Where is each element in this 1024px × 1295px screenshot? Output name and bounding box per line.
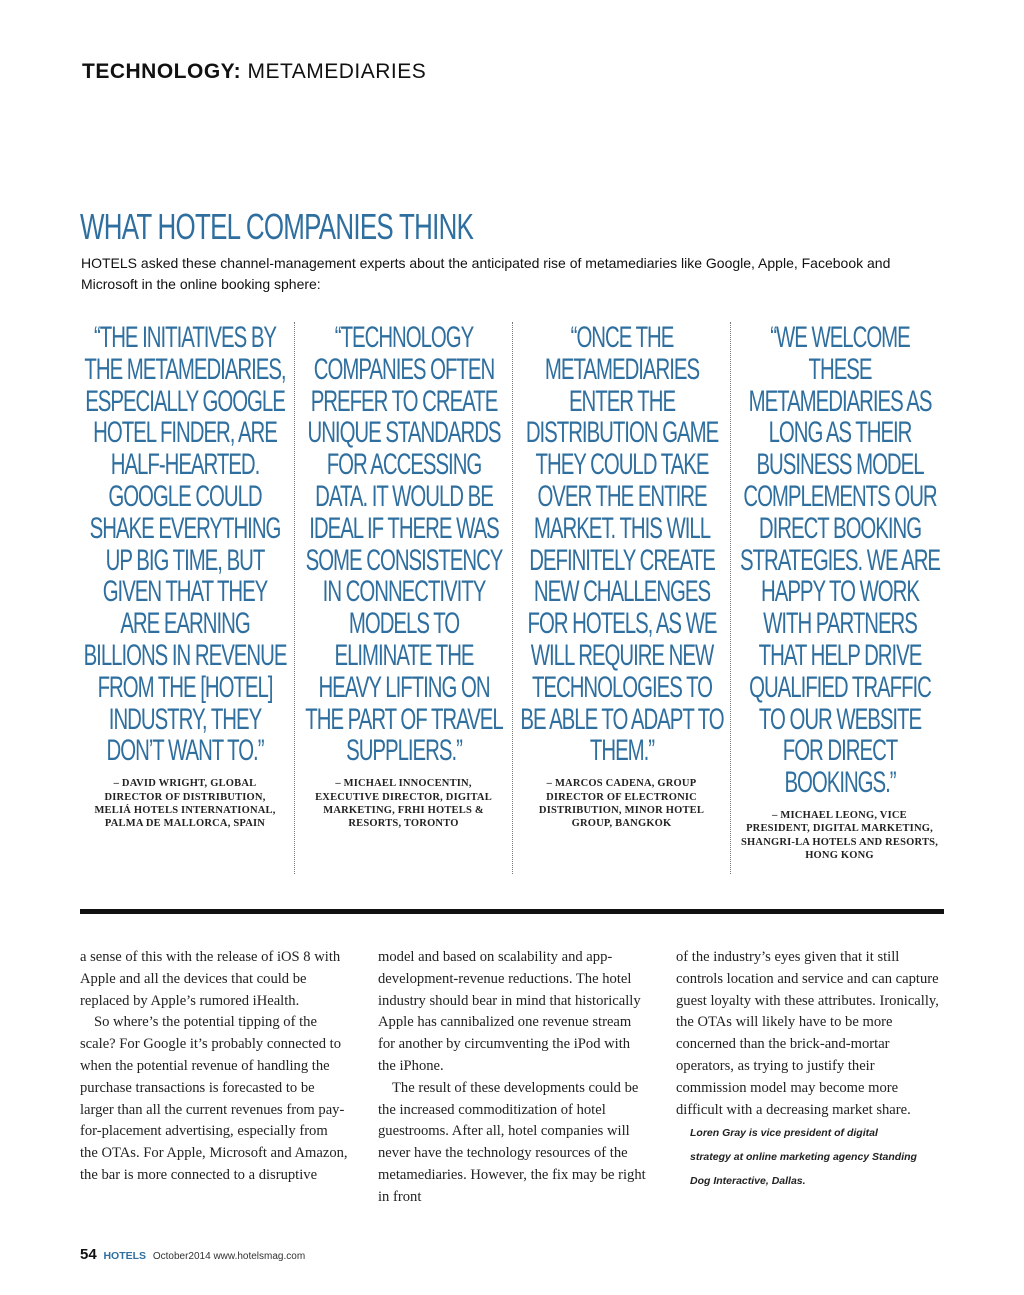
feature-headline: WHAT HOTEL COMPANIES THINK xyxy=(80,206,474,247)
author-bio-line: strategy at online marketing agency Standing xyxy=(690,1151,917,1164)
quote-attribution: – MICHAEL INNOCENTIN, EXECUTIVE DIRECTOR, DIGITAL MARKETING, FRHI HOTELS & RESORTS, TORONTO xyxy=(315,778,492,830)
magazine-name: HOTELS xyxy=(103,1250,147,1262)
section-label xyxy=(82,60,426,84)
quote-column xyxy=(730,322,948,874)
pull-quote: “THE INITIATIVES BY THE METAMEDIARIES, ESPECIALLY GOOGLE HOTEL FINDER, ARE HALF-HEARTED. GOOGLE COULD SHAKE EVERYTHING UP BIG TIME, BUT GIVEN THAT THEY ARE EARNING BILLIONS IN REVENUE FROM THE [HOTEL] INDUSTRY, THEY DON’T WANT TO.” xyxy=(83,321,287,768)
pull-quote: “TECHNOLOGY COMPANIES OFTEN PREFER TO CREATE UNIQUE STANDARDS FOR ACCESSING DATA. IT WOULD BE IDEAL IF THERE WAS SOME CONSISTENCY IN CONNECTIVITY MODELS TO ELIMINATE THE HEAVY LIFTING ON THE PART OF TRAVEL SUPPLIERS.” xyxy=(305,321,503,768)
magazine-url: www.hotelsmag.com xyxy=(213,1251,306,1262)
author-bio xyxy=(676,1121,944,1193)
quotes-row xyxy=(76,322,948,874)
quote-attribution: – MICHAEL LEONG, VICE PRESIDENT, DIGITAL MARKETING, SHANGRI-LA HOTELS AND RESORTS, HONG KONG xyxy=(741,809,939,862)
article-paragraph: model and based on scalability and app-development-revenue reductions. The hotel industry should bear in mind that historically Apple has cannibalized one revenue stream for another by circumventing the iPod with the iPhone. xyxy=(378,949,641,1074)
article-paragraph: of the industry’s eyes given that it still controls location and service and can capture guest loyalty with these attributes. Ironically, the OTAs will likely have to be more concerned than the brick-and-mortar operators, as trying to justify their commission model may become more difficult with a decreasing market share. xyxy=(676,949,939,1118)
author-bio-line: Dog Interactive, Dallas. xyxy=(690,1175,806,1188)
article-paragraph: So where’s the potential tipping of the scale? For Google it’s probably connected to when the potential revenue of handling the purchase transactions is forecasted to be larger than all the current revenues from pay-for-placement advertising, especially from the OTAs. For Apple, Microsoft and Amazon, the bar is more connected to a disruptive xyxy=(80,1014,348,1183)
section-divider xyxy=(80,909,944,914)
page-number: 54 xyxy=(80,1246,97,1263)
article-column-2 xyxy=(378,947,646,1209)
quote-column xyxy=(76,322,294,874)
article-column-3 xyxy=(676,947,944,1193)
feature-intro: HOTELS asked these channel-management experts about the anticipated rise of metamediaries like Google, Apple, Facebook and Microsoft in the online booking sphere: xyxy=(81,255,891,292)
quote-column xyxy=(294,322,512,874)
pull-quote: “ONCE THE METAMEDIARIES ENTER THE DISTRIBUTION GAME THEY COULD TAKE OVER THE ENTIRE MARKET. THIS WILL DEFINITELY CREATE NEW CHALLENGES FOR HOTELS, AS WE WILL REQUIRE NEW TECHNOLOGIES TO BE ABLE TO ADAPT TO THEM.” xyxy=(520,321,724,768)
article-paragraph: The result of these developments could be the increased commoditization of hotel guestrooms. After all, hotel companies will never have the technology resources of the metamediaries. However, the fix may be right in front xyxy=(378,1079,646,1205)
quote-attribution: – DAVID WRIGHT, GLOBAL DIRECTOR OF DISTRIBUTION, MELIÁ HOTELS INTERNATIONAL, PALMA DE MALLORCA, SPAIN xyxy=(94,778,276,830)
quote-column xyxy=(512,322,730,874)
section-label-bold: TECHNOLOGY: xyxy=(82,60,242,83)
article-column-1 xyxy=(80,947,348,1187)
quote-attribution: – MARCOS CADENA, GROUP DIRECTOR OF ELECTRONIC DISTRIBUTION, MINOR HOTEL GROUP, BANGKOK xyxy=(538,778,705,830)
author-bio-line: Loren Gray is vice president of digital xyxy=(690,1127,878,1140)
pull-quote: “WE WELCOME THESE METAMEDIARIES AS LONG AS THEIR BUSINESS MODEL COMPLEMENTS OUR DIRECT BOOKING STRATEGIES. WE ARE HAPPY TO WORK WITH PARTNERS THAT HELP DRIVE QUALIFIED TRAFFIC TO OUR WEBSITE FOR DIRECT BOOKINGS.” xyxy=(739,321,941,800)
article-paragraph: a sense of this with the release of iOS 8 with Apple and all the devices that could be replaced by Apple’s rumored iHealth. xyxy=(80,949,341,1009)
page-footer xyxy=(80,1246,305,1263)
section-label-topic: METAMEDIARIES xyxy=(247,60,427,83)
issue-date: October2014 xyxy=(152,1251,211,1262)
